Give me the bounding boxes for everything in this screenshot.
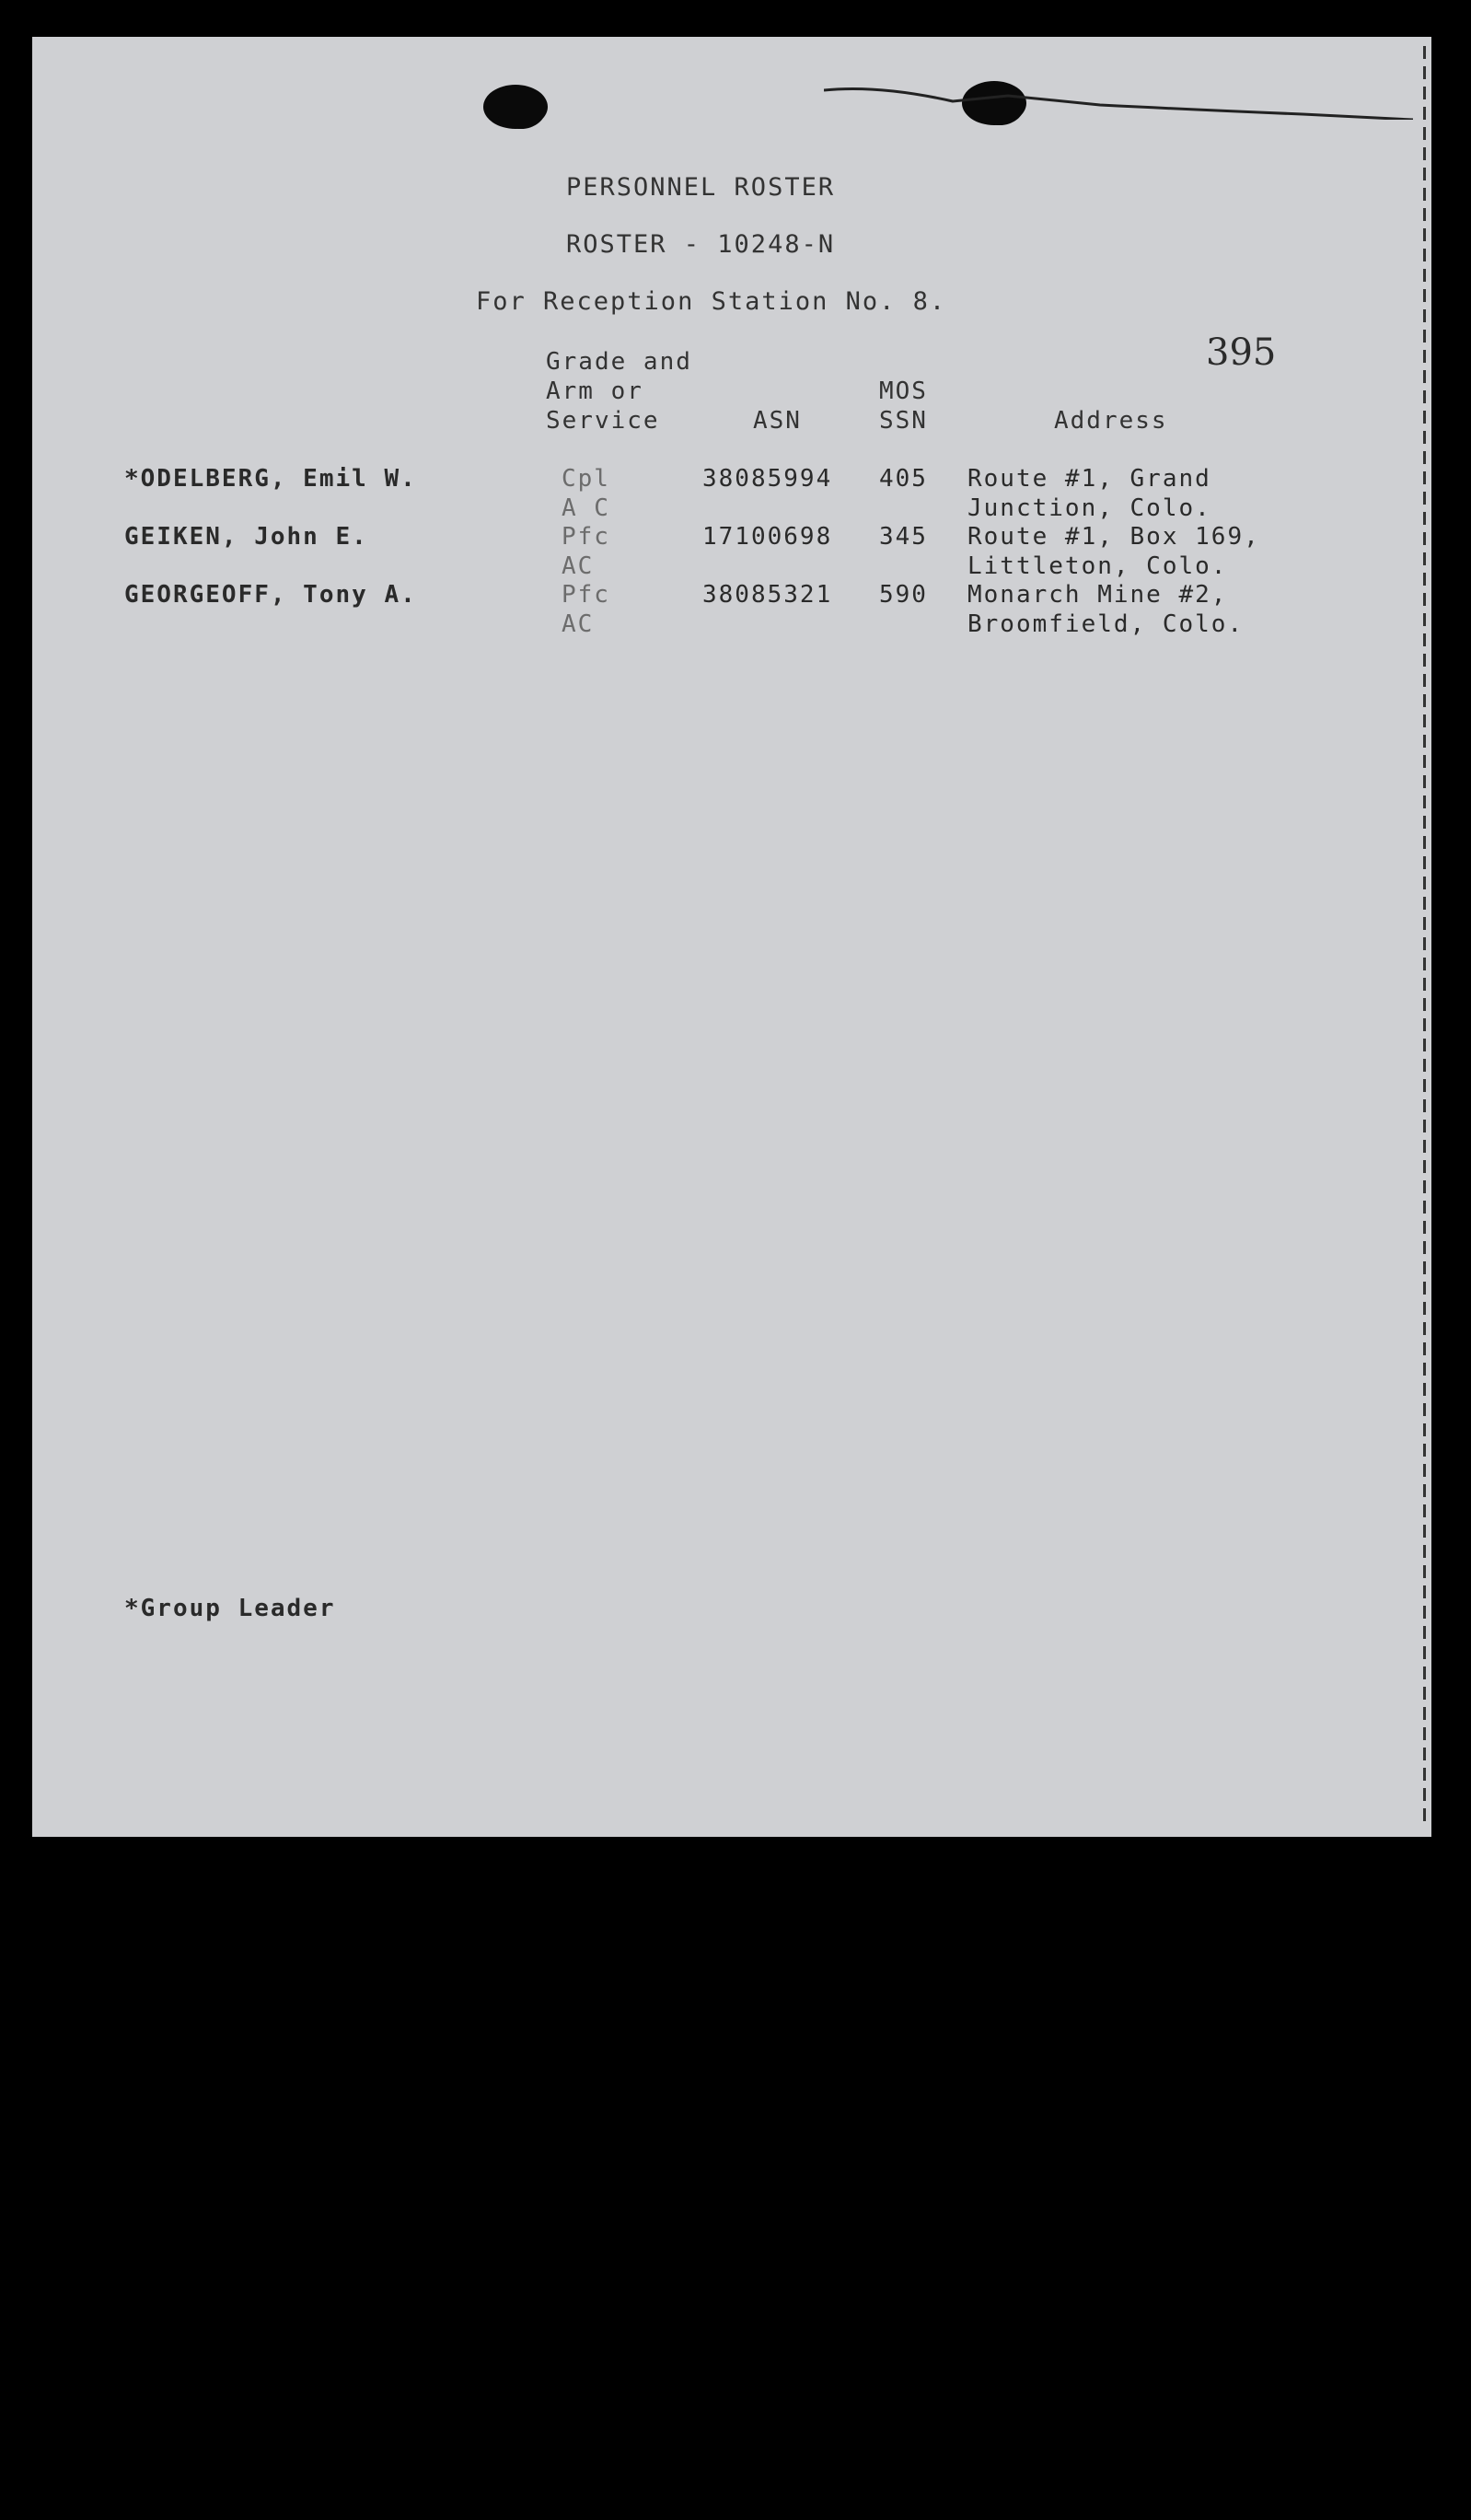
row-name: GEORGEOFF, Tony A. xyxy=(124,581,417,609)
group-leader-footnote: *Group Leader xyxy=(124,1595,336,1622)
row-address xyxy=(967,464,1211,523)
grade-column-header xyxy=(546,347,692,435)
row-grade xyxy=(562,464,610,523)
roster-number: ROSTER - 10248-N xyxy=(566,230,836,259)
grade-line: Pfc xyxy=(562,523,610,551)
document-title: PERSONNEL ROSTER xyxy=(566,173,836,202)
address-line: Junction, Colo. xyxy=(967,494,1211,522)
address-line: Route #1, Grand xyxy=(967,465,1211,493)
row-ssn: 590 xyxy=(879,581,928,609)
page-number: 395 xyxy=(1206,331,1277,374)
row-asn: 17100698 xyxy=(702,523,833,551)
asn-column-header: ASN xyxy=(753,407,802,435)
address-line: Route #1, Box 169, xyxy=(967,523,1260,551)
row-ssn: 345 xyxy=(879,523,928,551)
mos-header-line: SSN xyxy=(879,407,928,435)
grade-header-line: Grade and xyxy=(546,348,692,376)
document-subtitle: For Reception Station No. 8. xyxy=(476,287,947,316)
address-line: Littleton, Colo. xyxy=(967,552,1228,580)
mos-header-line: MOS xyxy=(879,377,928,405)
address-line: Monarch Mine #2, xyxy=(967,581,1228,609)
roster-page xyxy=(32,37,1431,1837)
row-ssn: 405 xyxy=(879,465,928,493)
row-address xyxy=(967,580,1244,639)
row-asn: 38085321 xyxy=(702,581,833,609)
grade-header-line: Arm or xyxy=(546,377,643,405)
mos-column-header xyxy=(879,377,928,435)
grade-line: A C xyxy=(562,494,610,522)
row-name: *ODELBERG, Emil W. xyxy=(124,465,417,493)
grade-header-line: Service xyxy=(546,407,660,435)
row-grade xyxy=(562,522,610,581)
address-column-header: Address xyxy=(1054,407,1168,435)
address-line: Broomfield, Colo. xyxy=(967,610,1245,638)
grade-line: Pfc xyxy=(562,581,610,609)
page-edge-mark xyxy=(1423,46,1426,1828)
grade-line: AC xyxy=(562,552,595,580)
row-name: GEIKEN, John E. xyxy=(124,523,368,551)
punch-hole-left xyxy=(483,85,548,129)
grade-line: Cpl xyxy=(562,465,610,493)
row-address xyxy=(967,522,1260,581)
row-grade xyxy=(562,580,610,639)
grade-line: AC xyxy=(562,610,595,638)
row-asn: 38085994 xyxy=(702,465,833,493)
pencil-scratch xyxy=(824,83,1413,120)
